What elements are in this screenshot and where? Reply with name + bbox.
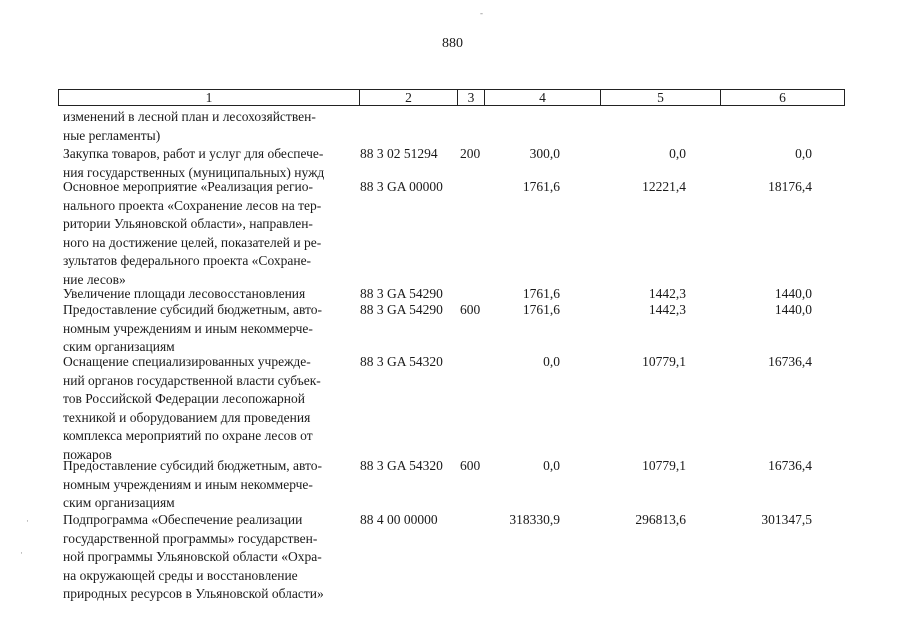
row-value-4: 318330,9 xyxy=(509,512,560,527)
scan-speck: · xyxy=(20,548,23,558)
row-value-6: 301347,5 xyxy=(761,512,812,527)
row-value-4: 300,0 xyxy=(529,146,560,161)
scan-speck: · xyxy=(26,516,29,526)
row-value-4: 1761,6 xyxy=(522,286,560,301)
row-value-5: 10779,1 xyxy=(642,458,686,473)
row-description: Предоставление субсидий бюджетным, авто- номным учреждениям и иным некоммерче- ским организациям xyxy=(63,458,322,511)
row-value-5: 1442,3 xyxy=(648,286,686,301)
row-value-6: 16736,4 xyxy=(768,354,812,369)
row-code: 88 3 GA 54320 xyxy=(360,354,443,369)
column-header-6: 6 xyxy=(720,90,844,105)
row-value-6: 1440,0 xyxy=(774,286,812,301)
column-header-3: 3 xyxy=(457,90,484,105)
row-value-4: 0,0 xyxy=(543,354,560,369)
row-expense-type: 600 xyxy=(460,302,481,317)
row-value-4: 1761,6 xyxy=(522,179,560,194)
row-value-5: 12221,4 xyxy=(642,179,686,194)
row-value-5: 296813,6 xyxy=(635,512,686,527)
page-number: 880 xyxy=(442,36,463,51)
row-description: Подпрограмма «Обеспечение реализации государственной программы» государствен- ной программы Ульяновской области «Охра- на окружающей среды и восстановление природных ресурсов в Ульяновской области» xyxy=(63,512,324,602)
scan-speck: - xyxy=(480,8,483,18)
row-code: 88 3 02 51294 xyxy=(360,146,438,161)
row-value-4: 1761,6 xyxy=(522,302,560,317)
row-description: Оснащение специализированных учрежде- ний органов государственной власти субъек- тов Российской Федерации лесопожарной техникой и оборудованием для проведения комплекса мероприятий по охране лесов от пожаров xyxy=(63,354,321,462)
row-expense-type: 200 xyxy=(460,146,481,161)
column-header-2: 2 xyxy=(359,90,457,105)
row-value-5: 0,0 xyxy=(669,146,686,161)
column-header-5: 5 xyxy=(600,90,720,105)
row-value-6: 18176,4 xyxy=(768,179,812,194)
row-value-6: 16736,4 xyxy=(768,458,812,473)
row-value-6: 0,0 xyxy=(795,146,812,161)
row-code: 88 4 00 00000 xyxy=(360,512,438,527)
row-value-6: 1440,0 xyxy=(774,302,812,317)
column-header-4: 4 xyxy=(484,90,600,105)
row-code: 88 3 GA 54290 xyxy=(360,302,443,317)
row-expense-type: 600 xyxy=(460,458,481,473)
row-description: Закупка товаров, работ и услуг для обеспече- ния государственных (муниципальных) нужд xyxy=(63,146,325,180)
row-description: Основное мероприятие «Реализация регио- нального проекта «Сохранение лесов на тер- ритории Ульяновской области», направлен- ного на достижение целей, показателей и ре- зультатов федерального проекта «Сохране- ние лесов» xyxy=(63,179,322,287)
row-description: изменений в лесной план и лесохозяйствен- ные регламенты) xyxy=(63,109,316,143)
row-value-4: 0,0 xyxy=(543,458,560,473)
column-header-1: 1 xyxy=(205,90,213,105)
row-code: 88 3 GA 54320 xyxy=(360,458,443,473)
row-description: Увеличение площади лесовосстановления xyxy=(63,286,306,301)
row-code: 88 3 GA 00000 xyxy=(360,179,443,194)
table-header-row xyxy=(58,89,845,106)
row-code: 88 3 GA 54290 xyxy=(360,286,443,301)
row-description: Предоставление субсидий бюджетным, авто- номным учреждениям и иным некоммерче- ским организациям xyxy=(63,302,322,355)
row-value-5: 10779,1 xyxy=(642,354,686,369)
row-value-5: 1442,3 xyxy=(648,302,686,317)
